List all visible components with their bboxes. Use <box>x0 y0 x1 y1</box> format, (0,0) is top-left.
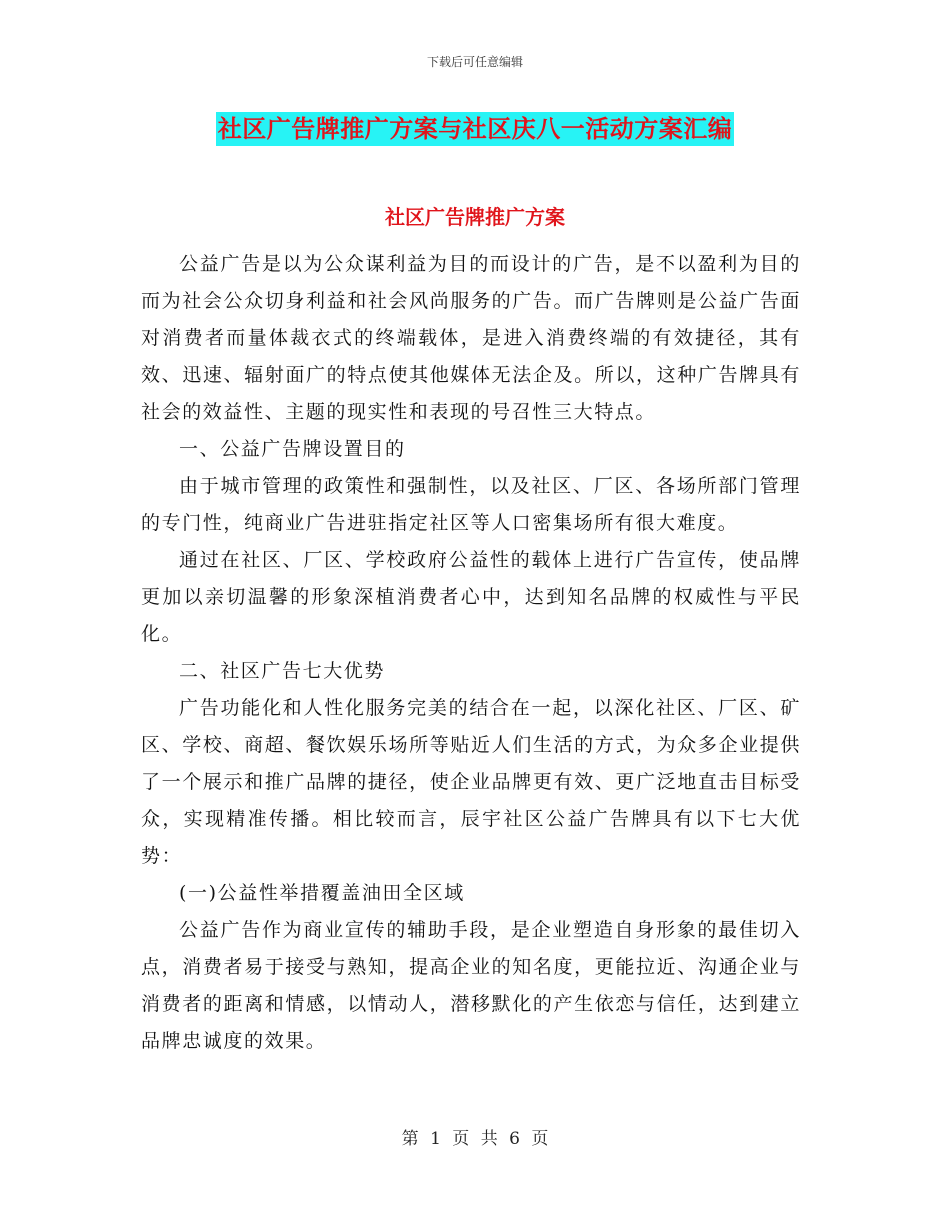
main-title: 社区广告牌推广方案与社区庆八一活动方案汇编 <box>216 112 735 146</box>
heading-purpose: 一、公益广告牌设置目的 <box>179 438 406 460</box>
paragraph-intro: 公益广告是以为公众谋利益为目的而设计的广告，是不以盈利为目的而为社会公众切身利益和社会风尚服务的广告。而广告牌则是公益广告面对消费者而量体裁衣式的终端载体，是进入消费终端的有效捷径，其有效、迅速、辐射面广的特点使其他媒体无法企及。所以，这种广告牌具有社会的效益性、主题的现实性和表现的号召性三大特点。 <box>141 253 801 423</box>
paragraph-advantage-1: 公益广告作为商业宣传的辅助手段，是企业塑造自身形象的最佳切入点，消费者易于接受与熟知，提高企业的知名度，更能拉近、沟通企业与消费者的距离和情感，以情动人，潜移默化的产生依恋与信任，达到建立品牌忠诚度的效果。 <box>141 919 801 1052</box>
page-footer: 第 1 页 共 6 页 <box>401 1129 549 1149</box>
subheading-advantage-1: (一)公益性举措覆盖油田全区域 <box>179 882 465 904</box>
document-body <box>141 246 801 1060</box>
paragraph-purpose-1: 由于城市管理的政策性和强制性，以及社区、厂区、各场所部门管理的专门性，纯商业广告进驻指定社区等人口密集场所有很大难度。 <box>141 475 801 534</box>
paragraph-advantages: 广告功能化和人性化服务完美的结合在一起，以深化社区、厂区、矿区、学校、商超、餐饮娱乐场所等贴近人们生活的方式，为众多企业提供了一个展示和推广品牌的捷径，使企业品牌更有效、更广泛地直击目标受众，实现精准传播。相比较而言，辰宇社区公益广告牌具有以下七大优势： <box>141 697 801 867</box>
heading-advantages: 二、社区广告七大优势 <box>179 660 386 682</box>
main-title-container <box>0 112 950 146</box>
header-note: 下载后可任意编辑 <box>426 55 523 69</box>
paragraph-purpose-2: 通过在社区、厂区、学校政府公益性的载体上进行广告宣传，使品牌更加以亲切温馨的形象深植消费者心中，达到知名品牌的权威性与平民化。 <box>141 549 801 645</box>
section-title: 社区广告牌推广方案 <box>385 205 565 229</box>
